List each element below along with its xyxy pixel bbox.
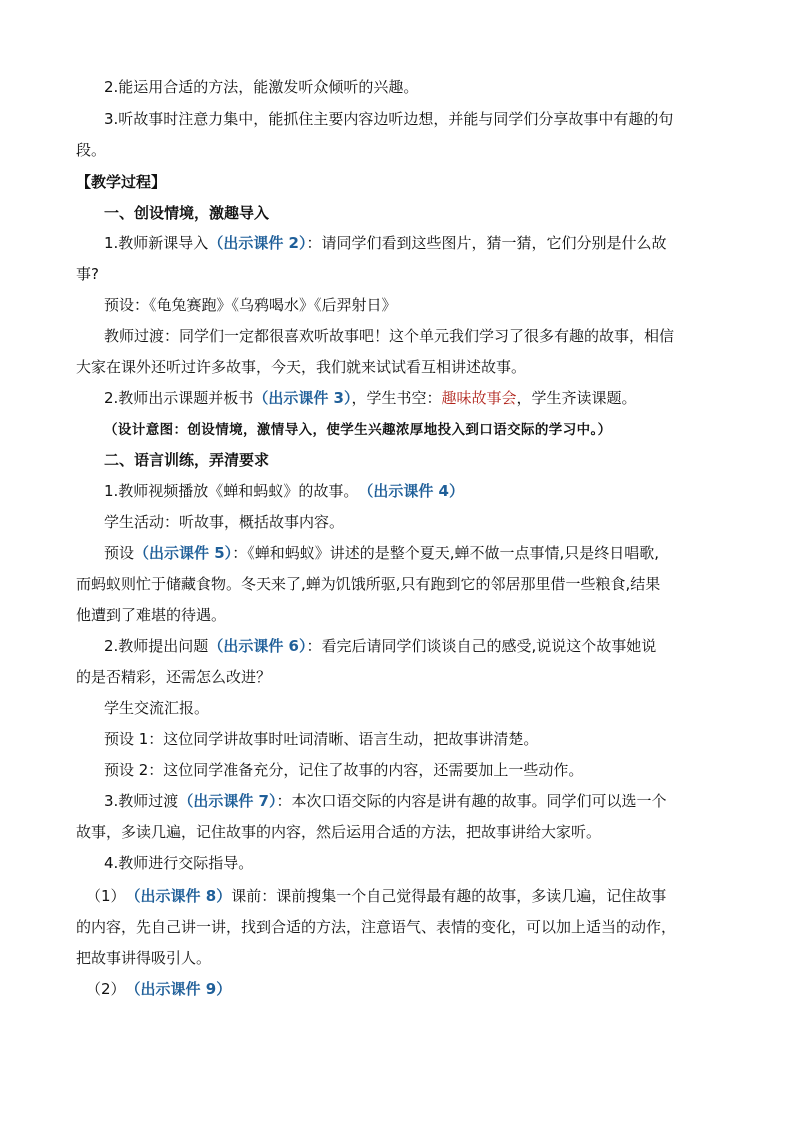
- courseware-ref: （出示课件 6）: [208, 637, 307, 655]
- text: 预设 2：这位同学准备充分，记住了故事的内容，还需要加上一些动作。: [104, 761, 584, 779]
- text: 把故事讲得吸引人。: [76, 949, 212, 967]
- paragraph-line: [0, 388, 794, 410]
- paragraph-line: [0, 605, 794, 627]
- text: 段。: [76, 141, 107, 159]
- text: 预设 1：这位同学讲故事时吐词清晰、语言生动，把故事讲清楚。: [104, 730, 539, 748]
- text: 事?: [76, 265, 99, 283]
- paragraph-line: [0, 264, 794, 286]
- courseware-ref: （出示课件 8）: [125, 887, 232, 905]
- text: ：看完后请同学们谈谈自己的感受,说说这个故事她说: [306, 637, 657, 655]
- paragraph-line: [0, 698, 794, 720]
- paragraph-line: [0, 140, 794, 162]
- text: 3.教师过渡: [104, 792, 179, 810]
- paragraph-line: [0, 729, 794, 751]
- text: 学生交流汇报。: [104, 699, 210, 717]
- paragraph-line: [0, 295, 794, 317]
- heading-part-2: 二、语言训练，弄清要求: [104, 451, 270, 469]
- text: 3.听故事时注意力集中，能抓住主要内容边听边想，并能与同学们分享故事中有趣的句: [104, 110, 674, 128]
- paragraph-line: [0, 822, 794, 844]
- text: 2.教师出示课题并板书: [104, 389, 254, 407]
- paragraph-line: [0, 357, 794, 379]
- design-intent-note: [0, 419, 794, 441]
- paragraph-line: [0, 481, 794, 503]
- text: ，学生齐读课题。: [516, 389, 637, 407]
- subsection-heading: [0, 203, 794, 225]
- section-heading: [0, 172, 794, 194]
- paragraph-line: [0, 77, 794, 99]
- text: （设计意图：创设情境，激情导入，使学生兴趣浓厚地投入到口语交际的学习中。）: [104, 422, 612, 438]
- list-marker: （2）: [86, 980, 126, 998]
- text: 1.教师视频播放《蝉和蚂蚁》的故事。: [104, 482, 359, 500]
- paragraph-line: [0, 543, 794, 565]
- paragraph-line: [0, 791, 794, 813]
- paragraph-line: [0, 636, 794, 658]
- heading-teaching-process: 【教学过程】: [76, 173, 167, 191]
- paragraph-line: [0, 512, 794, 534]
- paragraph-line: [0, 233, 794, 255]
- text: 2.教师提出问题: [104, 637, 209, 655]
- list-marker: （1）: [86, 887, 126, 905]
- paragraph-line: [0, 760, 794, 782]
- text: 的内容，先自己讲一讲，找到合适的方法，注意语气、表情的变化，可以加上适当的动作，: [76, 918, 677, 936]
- text: 大家在课外还听过许多故事，今天，我们就来试试看互相讲述故事。: [76, 358, 527, 376]
- courseware-ref: （出示课件 3）: [253, 389, 352, 407]
- text: 4.教师进行交际指导。: [104, 854, 254, 872]
- text: ：请同学们看到这些图片，猜一猜，它们分别是什么故: [306, 234, 667, 252]
- courseware-ref: （出示课件 4）: [358, 482, 464, 500]
- text: 他遭到了难堪的待遇。: [76, 606, 227, 624]
- paragraph-line: [0, 948, 794, 970]
- text: 课前：课前搜集一个自己觉得最有趣的故事，多读几遍，记住故事: [231, 887, 667, 905]
- paragraph-line: [0, 109, 794, 131]
- text: 预设: [104, 544, 135, 562]
- text: 1.教师新课导入: [104, 234, 209, 252]
- lesson-title: 趣味故事会: [441, 389, 517, 407]
- text: ：《蝉和蚂蚁》讲述的是整个夏天,蝉不做一点事情,只是终日唱歌,: [232, 544, 659, 562]
- text: ：本次口语交际的内容是讲有趣的故事。同学们可以选一个: [276, 792, 667, 810]
- paragraph-line: [0, 326, 794, 348]
- courseware-ref: （出示课件 5）: [134, 544, 233, 562]
- text: 故事，多读几遍，记住故事的内容，然后运用合适的方法，把故事讲给大家听。: [76, 823, 602, 841]
- text: 的是否精彩，还需怎么改进？: [76, 668, 272, 686]
- text: 教师过渡：同学们一定都很喜欢听故事吧！这个单元我们学习了很多有趣的故事，相信: [104, 327, 675, 345]
- paragraph-line: [0, 886, 794, 908]
- paragraph-line: [0, 979, 794, 1001]
- text: 预设：《龟兔赛跑》《乌鸦喝水》《后羿射日》: [104, 296, 397, 314]
- text: 而蚂蚁则忙于储藏食物。冬天来了,蝉为饥饿所驱,只有跑到它的邻居那里借一些粮食,结果: [76, 575, 661, 593]
- courseware-ref: （出示课件 7）: [178, 792, 277, 810]
- text: 2.能运用合适的方法，能激发听众倾听的兴趣。: [104, 78, 419, 96]
- paragraph-line: [0, 574, 794, 596]
- text: 学生活动：听故事，概括故事内容。: [104, 513, 345, 531]
- paragraph-line: [0, 667, 794, 689]
- courseware-ref: （出示课件 2）: [208, 234, 307, 252]
- courseware-ref: （出示课件 9）: [125, 980, 232, 998]
- text: ，学生书空：: [351, 389, 442, 407]
- subsection-heading: [0, 450, 794, 472]
- heading-part-1: 一、创设情境，激趣导入: [104, 204, 270, 222]
- paragraph-line: [0, 853, 794, 875]
- paragraph-line: [0, 917, 794, 939]
